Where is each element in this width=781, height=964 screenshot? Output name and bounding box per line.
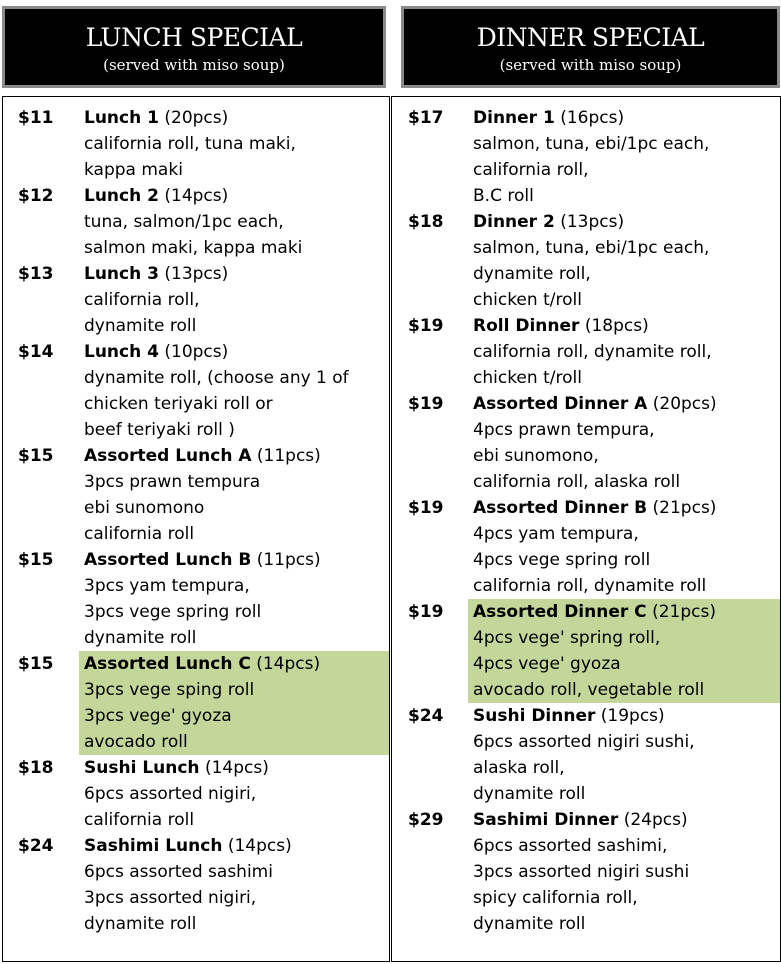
item-body	[468, 209, 780, 313]
item-description-line: dynamite roll	[84, 914, 197, 934]
item-name: Lunch 4	[84, 342, 159, 362]
item-title-line	[79, 833, 389, 859]
item-description-line: 3pcs vege sping roll	[84, 680, 255, 700]
item-count: (14pcs)	[164, 186, 229, 206]
dinner-menu-item	[392, 105, 780, 209]
item-body	[468, 313, 780, 391]
item-description-line: 3pcs assorted nigiri sushi	[473, 862, 690, 882]
item-description-line: dynamite roll	[473, 784, 586, 804]
dinner-menu-item	[392, 209, 780, 313]
dinner-menu-item	[392, 495, 780, 599]
lunch-title: LUNCH SPECIAL	[85, 23, 303, 52]
item-price: $17	[408, 108, 444, 128]
item-description-line: salmon, tuna, ebi/1pc each,	[473, 238, 710, 258]
item-description-line: 4pcs vege spring roll	[473, 550, 651, 570]
item-name: Dinner 1	[473, 108, 555, 128]
item-price: $15	[18, 550, 54, 570]
item-title-line	[468, 703, 780, 729]
item-count: (18pcs)	[584, 316, 649, 336]
item-price: $15	[18, 446, 54, 466]
item-description-line: chicken t/roll	[473, 368, 582, 388]
dinner-menu-item	[392, 391, 780, 495]
item-description-line: california roll, dynamite roll	[473, 576, 707, 596]
item-body	[468, 495, 780, 599]
item-title-line	[79, 261, 389, 287]
item-body	[468, 599, 780, 703]
item-count: (14pcs)	[204, 758, 269, 778]
item-name: Sashimi Dinner	[473, 810, 619, 830]
item-description-line: 4pcs vege' spring roll,	[473, 628, 661, 648]
item-name: Sushi Lunch	[84, 758, 200, 778]
item-body	[468, 807, 780, 937]
item-description-line: salmon maki, kappa maki	[84, 238, 303, 258]
item-description-line: 4pcs vege' gyoza	[473, 654, 621, 674]
item-title-line	[468, 599, 780, 625]
dinner-menu-item	[392, 807, 780, 937]
item-description-line: dynamite roll	[84, 628, 197, 648]
item-count: (13pcs)	[560, 212, 625, 232]
item-description-line: dynamite roll,	[473, 264, 591, 284]
item-price: $18	[18, 758, 54, 778]
item-count: (16pcs)	[560, 108, 625, 128]
item-description-line: 3pcs assorted nigiri,	[84, 888, 257, 908]
item-description-line: 6pcs assorted sashimi	[84, 862, 273, 882]
dinner-menu-item	[392, 313, 780, 391]
item-body	[468, 391, 780, 495]
item-price: $24	[18, 836, 54, 856]
item-title-line	[79, 339, 389, 365]
item-price: $24	[408, 706, 444, 726]
item-price: $12	[18, 186, 54, 206]
item-description-line: california roll, dynamite roll,	[473, 342, 712, 362]
item-title-line	[468, 209, 780, 235]
item-description-line: avocado roll, vegetable roll	[473, 680, 705, 700]
item-name: Assorted Lunch A	[84, 446, 252, 466]
item-price: $29	[408, 810, 444, 830]
item-body	[79, 339, 389, 443]
item-description-line: tuna, salmon/1pc each,	[84, 212, 284, 232]
lunch-menu-item	[3, 183, 389, 261]
item-title-line	[79, 547, 389, 573]
dinner-header	[401, 6, 780, 88]
dinner-menu-column	[391, 96, 781, 962]
item-description-line: california roll,	[84, 290, 200, 310]
item-title-line	[468, 495, 780, 521]
item-count: (10pcs)	[164, 342, 229, 362]
item-name: Lunch 3	[84, 264, 159, 284]
item-name: Assorted Dinner C	[473, 602, 647, 622]
item-price: $19	[408, 394, 444, 414]
item-body	[468, 703, 780, 807]
item-description-line: ebi sunomono,	[473, 446, 599, 466]
item-description-line: 6pcs assorted sashimi,	[473, 836, 668, 856]
item-body	[79, 261, 389, 339]
item-name: Assorted Lunch B	[84, 550, 252, 570]
lunch-menu-item	[3, 105, 389, 183]
item-price: $13	[18, 264, 54, 284]
item-description-line: 3pcs vege' gyoza	[84, 706, 232, 726]
item-description-line: ebi sunomono	[84, 498, 205, 518]
item-description-line: 3pcs prawn tempura	[84, 472, 261, 492]
item-description-line: alaska roll,	[473, 758, 565, 778]
item-name: Roll Dinner	[473, 316, 580, 336]
item-description-line: 6pcs assorted nigiri,	[84, 784, 257, 804]
item-price: $19	[408, 602, 444, 622]
item-description-line: california roll,	[473, 160, 589, 180]
item-description-line: salmon, tuna, ebi/1pc each,	[473, 134, 710, 154]
item-name: Lunch 1	[84, 108, 159, 128]
item-price: $14	[18, 342, 54, 362]
item-count: (13pcs)	[164, 264, 229, 284]
item-count: (20pcs)	[652, 394, 717, 414]
item-price: $18	[408, 212, 444, 232]
item-name: Assorted Lunch C	[84, 654, 251, 674]
item-name: Sashimi Lunch	[84, 836, 223, 856]
item-description-line: california roll	[84, 524, 195, 544]
item-title-line	[79, 651, 389, 677]
item-price: $11	[18, 108, 54, 128]
lunch-menu-item	[3, 833, 389, 937]
item-title-line	[468, 391, 780, 417]
lunch-menu-item	[3, 261, 389, 339]
lunch-menu-column	[2, 96, 390, 962]
lunch-menu-item	[3, 443, 389, 547]
item-description-line: B.C roll	[473, 186, 534, 206]
lunch-menu-item	[3, 755, 389, 833]
item-description-line: california roll, tuna maki,	[84, 134, 296, 154]
item-count: (11pcs)	[256, 550, 321, 570]
item-body	[79, 651, 389, 755]
dinner-subtitle: (served with miso soup)	[499, 56, 682, 74]
dinner-title: DINNER SPECIAL	[476, 23, 705, 52]
item-price: $19	[408, 316, 444, 336]
item-description-line: 3pcs yam tempura,	[84, 576, 250, 596]
item-count: (14pcs)	[256, 654, 321, 674]
item-title-line	[468, 807, 780, 833]
item-count: (11pcs)	[256, 446, 321, 466]
item-body	[79, 547, 389, 651]
item-count: (19pcs)	[600, 706, 665, 726]
item-body	[79, 755, 389, 833]
item-name: Dinner 2	[473, 212, 555, 232]
item-body	[468, 105, 780, 209]
item-name: Assorted Dinner B	[473, 498, 648, 518]
item-count: (21pcs)	[652, 602, 716, 622]
item-description-line: kappa maki	[84, 160, 183, 180]
item-price: $19	[408, 498, 444, 518]
item-description-line: chicken teriyaki roll or	[84, 394, 273, 414]
dinner-menu-item	[392, 703, 780, 807]
lunch-menu-item	[3, 651, 389, 755]
item-description-line: chicken t/roll	[473, 290, 582, 310]
lunch-menu-item	[3, 547, 389, 651]
item-body	[79, 183, 389, 261]
item-description-line: 6pcs assorted nigiri sushi,	[473, 732, 695, 752]
item-name: Assorted Dinner A	[473, 394, 648, 414]
item-body	[79, 833, 389, 937]
item-description-line: california roll	[84, 810, 195, 830]
item-description-line: dynamite roll	[84, 316, 197, 336]
item-description-line: beef teriyaki roll )	[84, 420, 235, 440]
item-title-line	[79, 443, 389, 469]
item-count: (21pcs)	[652, 498, 717, 518]
item-description-line: dynamite roll, (choose any 1 of	[84, 368, 349, 388]
item-name: Lunch 2	[84, 186, 159, 206]
item-description-line: 4pcs prawn tempura,	[473, 420, 655, 440]
item-description-line: spicy california roll,	[473, 888, 638, 908]
item-description-line: avocado roll	[84, 732, 188, 752]
item-body	[79, 105, 389, 183]
item-title-line	[79, 183, 389, 209]
item-description-line: california roll, alaska roll	[473, 472, 681, 492]
item-name: Sushi Dinner	[473, 706, 596, 726]
item-count: (24pcs)	[623, 810, 688, 830]
item-count: (14pcs)	[227, 836, 292, 856]
item-price: $15	[18, 654, 54, 674]
lunch-header	[2, 6, 386, 88]
item-title-line	[468, 313, 780, 339]
item-count: (20pcs)	[164, 108, 229, 128]
dinner-menu-item	[392, 599, 780, 703]
lunch-subtitle: (served with miso soup)	[103, 56, 285, 74]
lunch-menu-item	[3, 339, 389, 443]
item-description-line: 3pcs vege spring roll	[84, 602, 262, 622]
item-title-line	[79, 755, 389, 781]
item-description-line: 4pcs yam tempura,	[473, 524, 639, 544]
item-body	[79, 443, 389, 547]
item-description-line: dynamite roll	[473, 914, 586, 934]
item-title-line	[468, 105, 780, 131]
item-title-line	[79, 105, 389, 131]
